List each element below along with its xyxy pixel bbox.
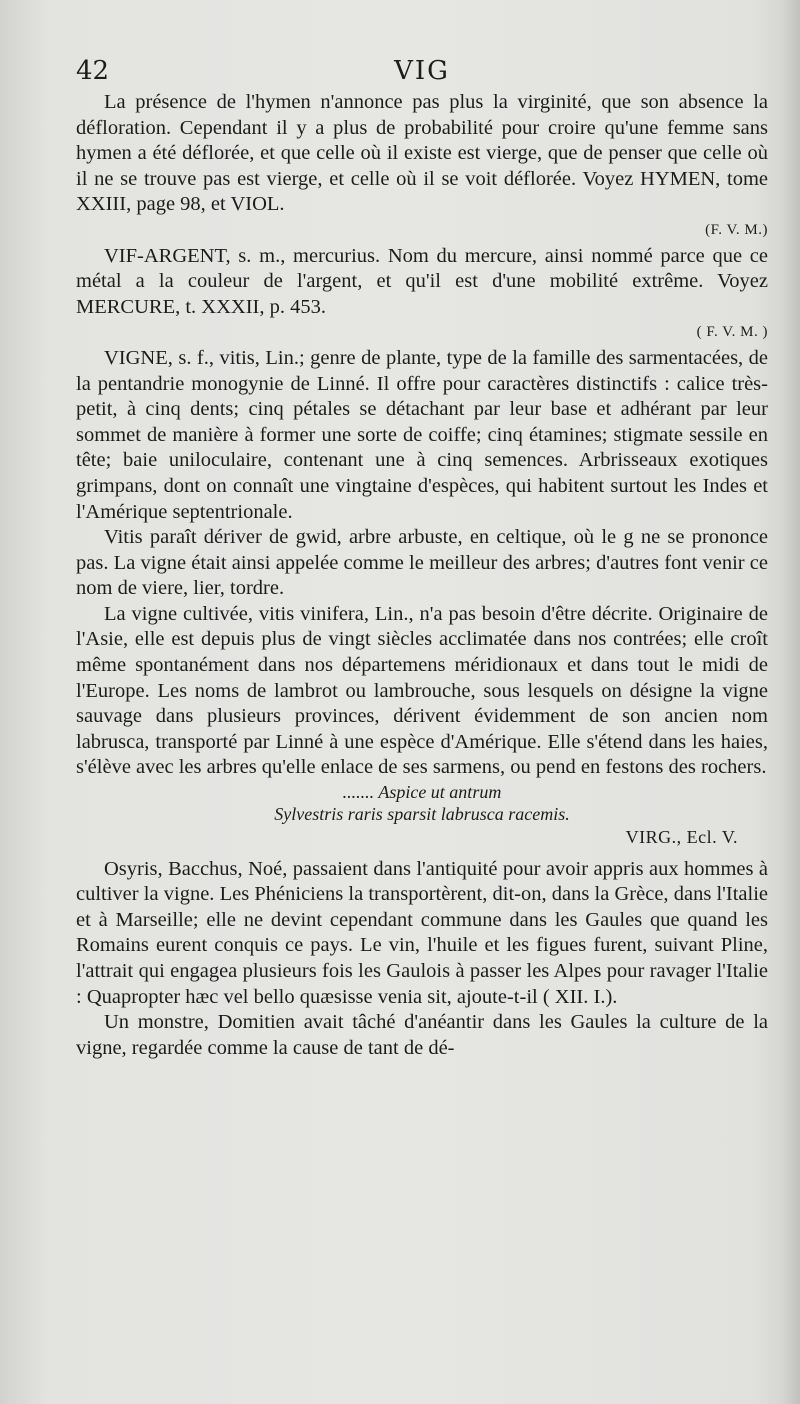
paragraph-domitien: Un monstre, Domitien avait tâché d'anéantir dans les Gaules la culture de la vigne, regardée comme la cause de tant de dé- xyxy=(76,1011,768,1059)
page-header xyxy=(76,56,768,90)
signature-hymen: (F. V. M.) xyxy=(705,221,768,238)
quotation-line-1: ....... Aspice ut antrum xyxy=(342,782,502,803)
paragraph-vigne: VIGNE, s. f., vitis, Lin.; genre de plante, type de la famille des sarmentacées, de la pentandrie monogynie de Linné. Il offre pour caractères distinctifs : calice très-petit, à cinq dents; cinq pétales se détachant par leur base et adhérant par leur sommet de manière à former une sorte de coiffe; cinq étamines; stigmate sessile en tête; baie uniloculaire, contenant une à cinq semences. Arbrisseaux exotiques grimpans, dont on connaît une vingtaine d'espèces, qui habitent surtout les Indes et l'Amérique septentrionale. xyxy=(76,346,768,523)
quotation-line-2: Sylvestris raris sparsit labrusca racemis. xyxy=(274,804,570,825)
page-edge-shadow xyxy=(782,0,800,1404)
paragraph-vigne-cultivee: La vigne cultivée, vitis vinifera, Lin., n'a pas besoin d'être décrite. Originaire de l'Asie, elle est depuis plus de vingt siècles acclimatée dans nos contrées; elle croît même spontanément dans nos départemens méridionaux et dans tout le midi de l'Europe. Les noms de lambrot ou lambrouche, sous lesquels on désigne la vigne sauvage dans plusieurs provinces, dérivent évidemment de son ancien nom labrusca, transporté par Linné à une espèce d'Amérique. Elle s'étend dans les haies, s'élève avec les arbres qu'elle enlace de ses sarmens, ou pend en festons des rochers. xyxy=(76,602,768,779)
body-text xyxy=(76,90,768,1061)
quotation-source: VIRG., Ecl. V. xyxy=(625,827,738,848)
paragraph-vitis-etymology: Vitis paraît dériver de gwid, arbre arbuste, en celtique, où le g ne se prononce pas. La vigne était ainsi appelée comme le meilleur des arbres; d'autres font venir ce nom de viere, lier, tordre. xyxy=(76,526,768,600)
paragraph-vif-argent: VIF-ARGENT, s. m., mercurius. Nom du mercure, ainsi nommé parce que ce métal a la couleur de l'argent, et qu'il est d'une mobilité extrême. Voyez MERCURE, t. XXXII, p. 453. xyxy=(76,244,768,318)
paragraph-hymen: La présence de l'hymen n'annonce pas plus la virginité, que son absence la défloration. Cependant il y a plus de probabilité pour croire qu'une femme sans hymen a été déflorée, et que celle où il existe est vierge, que de penser que celle où il ne se trouve pas est vierge, et celle où il se voit déflorée. Voyez HYMEN, tome XXIII, page 98, et VIOL. xyxy=(76,91,768,216)
page-number: 42 xyxy=(76,56,110,86)
paragraph-osyris: Osyris, Bacchus, Noé, passaient dans l'antiquité pour avoir appris aux hommes à cultiver la vigne. Les Phéniciens la transportèrent, dit-on, dans la Grèce, dans l'Italie et à Marseille; elle ne devint cependant commune dans les Gaules que quand les Romains eurent conquis ce pays. Le vin, l'huile et les figues furent, suivant Pline, l'attrait qui engagea plusieurs fois les Gaulois à passer les Alpes pour ravager l'Italie : Quapropter hæc vel bello quæsisse venia sit, ajoute-t-il ( XII. I.). xyxy=(76,857,768,1008)
running-head: VIG xyxy=(394,56,450,86)
signature-vif-argent: ( F. V. M. ) xyxy=(696,324,768,341)
